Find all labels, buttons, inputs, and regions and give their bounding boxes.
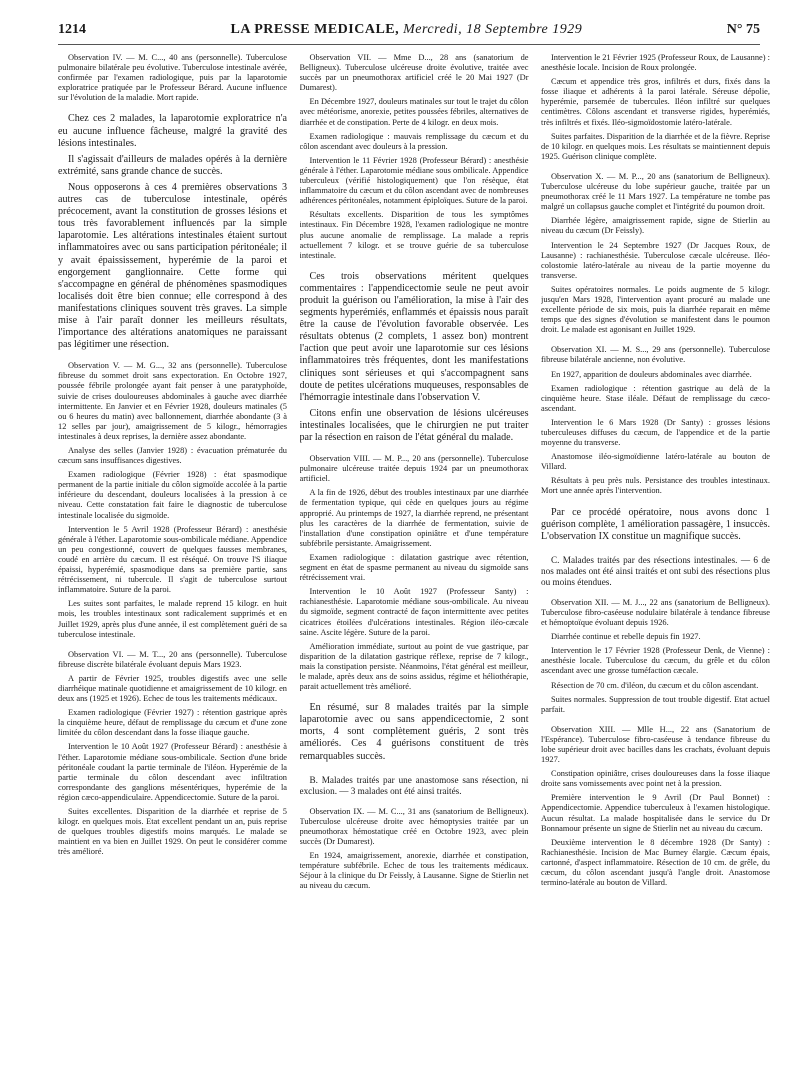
paragraph: A la fin de 1926, début des troubles intestinaux par une diarrhée de fermentation typique, qui cède en quelques jours au régime approprié. Au printemps de 1927, la diarrhée reprend, ne présentant plus les caractères de la diarrhée de fermentation, suivie de l'installation d'une constipation opiniâtre et d'une température subfébrile persistante. Amaigrissement. <box>299 488 529 548</box>
paragraph: Intervention le 11 Février 1928 (Professeur Bérard) : anesthésie générale à l'éther. Laparotomie médiane sous ombilicale. Appendice tuberculeux (vérifié histologiquement) que l'on résèque, état inflammatoire du cæcum et du côlon ascendant avec de nombreuses adhérences péritonéales, notamment épiploïques. Suture de la paroi. <box>299 155 529 206</box>
paragraph: Examen radiologique : dilatation gastrique avec rétention, segment en état de spasme permanent au niveau du sigmoïde sans rétrécissement vrai. <box>299 552 529 583</box>
paragraph: Examen radiologique : mauvais remplissage du cæcum et du côlon ascendant avec douleurs à la pression. <box>299 131 529 151</box>
paragraph: Par ce procédé opératoire, nous avons donc 1 guérison complète, 1 amélioration passagère, 1 insuccès. L'observation IX constitue un magnifique succès. <box>541 506 770 542</box>
observation-vi: Observation VI. — M. T..., 20 ans (personnelle). Tuberculose fibreuse discrète bilatérale évoluant depuis Mars 1923. <box>58 649 287 669</box>
paragraph: Suites parfaites. Disparition de la diarrhée et de la fièvre. Reprise de 10 kilogr. en quelques mois. Les résultats se maintiennent depuis 1925. Guérison clinique complète. <box>541 131 770 161</box>
observation-xii: Observation XII. — M. J..., 22 ans (sanatorium de Belligneux). Tuberculose fibro-caséeuse nodulaire bilatérale à tendance fibreuse et hémoptoïque évoluant depuis 1926. <box>541 597 770 628</box>
paragraph: A partir de Février 1925, troubles digestifs avec une selle diarrhéique matinale quotidienne et amaigrissement de 10 kilogr. en deux ans (1925 et 1926). Echec de tous les traitements médicaux. <box>58 673 287 704</box>
paragraph: Première intervention le 9 Avril (Dr Paul Bonnet) : Appendicectomie. Appendice tuberculeux à l'examen histologique. Aucun résultat. La malade hospitalisée dans le service du Dr Bonnamour présente un signe de Stierlin net au niveau du cæcum. <box>541 793 770 833</box>
paragraph: Intervention le 5 Avril 1928 (Professeur Bérard) : anesthésie générale à l'éther. Laparotomie sous-ombilicale médiane. Appendice un peu congestionné, couvert de quelques fausses membranes, coudé en arrière du cæcum. Il est réséqué. On trouve l'S iliaque épaissi, hyperémié, spasmodique dans sa première partie, sans rétrécissement, ni tubercule. Il s'agit de tuberculose surtout inflammatoire. Suture de la paroi. <box>58 524 287 595</box>
paragraph: Chez ces 2 malades, la laparotomie exploratrice n'a eu aucune influence fâcheuse, malgré la gravité des lésions intestinales. <box>58 113 287 149</box>
paragraph: Suites normales. Suppression de tout trouble digestif. Etat actuel parfait. <box>541 694 770 714</box>
paragraph: Il s'agissait d'ailleurs de malades opérés à la dernière extrémité, sans grande chance de succès. <box>58 153 287 177</box>
column-1 <box>58 53 287 1073</box>
paragraph: Diarrhée légère, amaigrissement rapide, signe de Stierlin au niveau du cæcum (Dr Feissly). <box>541 216 770 236</box>
paragraph: En 1924, amaigrissement, anorexie, diarrhée et constipation, température subfébrile. Echec de tous les traitements médicaux. Séjour à la clinique du Dr Feissly, à Lausanne. Signe de Stierlin net au niveau du cæcum. <box>299 851 529 891</box>
paragraph: Intervention le 21 Février 1925 (Professeur Roux, de Lausanne) : anesthésie locale. Incision de Roux prolongée. <box>541 53 770 73</box>
paragraph: Intervention le 17 Février 1928 (Professeur Denk, de Vienne) : anesthésie locale. Tuberculose du cæcum, du grêle et du côlon ascendant avec une grosse tuméfaction cæcale. <box>541 646 770 676</box>
column-3 <box>541 53 770 1073</box>
observation-x: Observation X. — M. P..., 20 ans (sanatorium de Belligneux). Tuberculose ulcéreuse du lobe supérieur gauche, traitée par un pneumothorax créé le 11 Mars 1927. La température ne tombe pas malgré un collapsus gauche complet et l'intégrité du poumon droit. <box>541 171 770 212</box>
paragraph: Ces trois observations méritent quelques commentaires : l'appendicectomie seule ne peut avoir produit la guérison ou l'amélioration, la mise à l'air des segments hyperémiés, enflammés et épaissis nous paraît être la cause de l'évolution favorable observée. Les résultats obtenus (2 complets, 1 assez bon) montrent l'action que peut avoir une laparotomie sur ces lésions inflammatoires très fréquentes, dont les manifestations cliniques sont sérieuses et qui s'accompagnent sans doute de petites ulcérations muqueuses, responsables de l'hémorragie intestinale dans l'observation V. <box>299 270 529 403</box>
paragraph: Amélioration immédiate, surtout au point de vue gastrique, par disparition de la dilatation gastrique réflexe, reprise de 7 kilogr., mais la constipation persiste. Néanmoins, l'état général est meilleur, le malade, après deux ans de soins assidus, régime et héliothérapie, parait actuellement très amélioré. <box>299 641 529 692</box>
issue-date: Mercredi, 18 Septembre 1929 <box>403 22 583 37</box>
paragraph: Résultats à peu près nuls. Persistance des troubles intestinaux. Mort une année après l'intervention. <box>541 476 770 496</box>
paragraph: Cæcum et appendice très gros, infiltrés et durs, fixés dans la fosse iliaque et adhérents à la paroi latérale. Séreuse dépolie, hyperémie, parsemée de tubercules. Iléon infiltré sur quelques centimètres. Côlons ascendant et transverse rigides, hyperémiés, très infiltrés et fixés. Iléo-sigmoïdostomie latéro-latérale. <box>541 77 770 127</box>
page-number: 1214 <box>58 22 86 37</box>
paragraph: En Décembre 1927, douleurs matinales sur tout le trajet du côlon avec météorisme, anorexie, petites poussées fébriles, alternatives de diarrhée et de constipation. Perte de 4 kilogr. en deux mois. <box>299 97 529 127</box>
paragraph: Diarrhée continue et rebelle depuis fin 1927. <box>551 632 701 642</box>
paragraph: Résultats excellents. Disparition de tous les symptômes intestinaux. Fin Décembre 1928, l'examen radiologique ne montre plus aucune anomalie de remplissage. La malade a repris actuellement 7 kilogr. et se trouve guérie de sa tuberculose intestinale. <box>299 210 529 260</box>
column-2 <box>300 53 529 1073</box>
page-header <box>58 22 760 45</box>
paragraph: Résection de 70 cm. d'iléon, du cæcum et du côlon ascendant. <box>551 680 759 690</box>
paragraph: Intervention le 10 Août 1927 (Professeur Santy) : rachianesthésie. Laparotomie médiane sous-ombilicale. Au niveau du sigmoïde, segment contracté de façon intermittente avec petites cicatrices étoilées d'ulcérations intestinales. Région iléo-cæcale saine. Ascite légère. Suture de la paroi. <box>299 587 529 637</box>
paragraph: Analyse des selles (Janvier 1928) : évacuation prématurée du cæcum sans insuffisances digestives. <box>58 446 287 466</box>
article-body <box>58 53 770 1073</box>
paragraph: En résumé, sur 8 malades traités par la simple laparotomie avec ou sans appendicectomie, 2 sont morts, 4 sont complètement guéris, 2 sont très améliorés. Ces 4 guérisons constituent de très remarquables succès. <box>299 702 529 762</box>
observation-v: Observation V. — M. G..., 32 ans (personnelle). Tuberculose fibreuse du sommet droit sans expectoration. En Octobre 1927, poussée fébrile prolongée ayant fait penser à une paratyphoïde, suivie de crises douloureuses abdominales à gauche avec diarrhée intermittente. En Janvier et en Février 1928, douleurs matinales (5 ou 6 heures du matin) avec ballonnement, diarrhée abondante (3 à 12 selles par jour), amaigrissement de 5 kilogr., hémorragies intestinales à deux reprises, la dernière assez abondante. <box>58 361 287 441</box>
paragraph: Suites opératoires normales. Le poids augmente de 5 kilogr. jusqu'en Mars 1928, l'intervention ayant procuré au malade une excellente période de six mois, puis la diarrhée reparait en même temps que des signes d'évolution se manifestent dans le poumon droit. Le malade est agonisant en Juillet 1929. <box>541 284 770 335</box>
paragraph: Nous opposerons à ces 4 premières observations 3 autres cas de tuberculose intestinale, opérés précocement, avant la constitution de grosses lésions et tous très favorablement influencés par la simple laparotomie. Les altérations intestinales étaient surtout inflammatoires avec ou sans participation péritonéale; il y avait épaississement, hyperémie de la paroi et engorgement ganglionnaire. Cette forme qui s'accompagne en général de phénomènes spasmodiques localisés doit être bien connue; elle correspond à des manifestations cliniques souvent très graves. La simple mise à l'air paraît donner les meilleurs résultats, l'importance des altérations anatomiques ne paraissant pas légitimer une résection. <box>58 181 287 351</box>
paragraph: En 1927, apparition de douleurs abdominales avec diarrhée. <box>551 369 752 379</box>
paragraph: Examen radiologique (Février 1928) : état spasmodique permanent de la partie initiale du côlon sigmoïde accolée à la partie inférieure du descendant, douleurs localisées à la pression à ce niveau. Cette constatation fait faire le diagnostic de tuberculose intestinale localisée du sigmoïde. <box>58 470 287 520</box>
observation-xiii: Observation XIII. — Mlle H..., 22 ans (Sanatorium de l'Espérance). Tuberculose fibro-caséeuse à tendance fibreuse du lobe supérieur droit avec bacilles dans les crachats, évoluant depuis 1927. <box>541 724 770 765</box>
paragraph: Deuxième intervention le 8 décembre 1928 (Dr Santy) : Rachianesthésie. Incision de Mac Burney élargie. Cæcum épais, cartonné, d'aspect inflammatoire. Résection de 10 cm. de grêle, du cæcum, du côlon ascendant jusqu'à l'angle droit. Anastomose termino-latérale au bouton de Villard. <box>541 837 770 888</box>
observation-xi: Observation XI. — M. S..., 29 ans (personnelle). Tuberculose fibreuse bilatérale ancienne, non évolutive. <box>541 345 770 365</box>
paragraph: Constipation opiniâtre, crises douloureuses dans la fosse iliaque droite sans vomissements avec point net à la pression. <box>541 769 770 789</box>
section-heading-c: C. Malades traités par des résections intestinales. — 6 de nos malades ont été ainsi traités et ont subi des résections plus ou moins étendues. <box>541 554 770 587</box>
observation-viii: Observation VIII. — M. P..., 20 ans (personnelle). Tuberculose pulmonaire ulcéreuse traitée depuis 1924 par un pneumothorax artificiel. <box>299 454 529 484</box>
observation-iv: Observation IV. — M. C..., 40 ans (personnelle). Tuberculose pulmonaire bilatérale peu évolutive. Tuberculose intestinale avérée, confirmée par l'examen radiologique, puis par la laparotomie exploratrice pratiquée par le Professeur Bérard. Aucune influence sur l'évolution de la maladie. Mort rapide. <box>58 53 287 103</box>
issue-number: N° 75 <box>726 22 760 37</box>
paragraph: Les suites sont parfaites, le malade reprend 15 kilogr. en huit mois, les troubles intestinaux sont radicalement supprimés et en Juillet 1929, après plus d'une année, il est complètement guéri de sa tuberculose intestinale. <box>58 599 287 639</box>
paragraph: Examen radiologique (Février 1927) : rétention gastrique après la cinquième heure, défaut de remplissage du cæcum et d'une zone limitée du côlon descendant dans la fosse iliaque gauche. <box>58 708 287 738</box>
observation-ix: Observation IX. — M. C..., 31 ans (sanatorium de Belligneux). Tuberculose ulcéreuse droite avec hémoptysies traitée par un pneumothorax hémostatique créé en Octobre 1923, avec plein succès (Dr Dumarest). <box>299 806 529 846</box>
observation-vii: Observation VII. — Mme D..., 28 ans (sanatorium de Belligneux). Tuberculose ulcéreuse droite évolutive, traitée avec succès par un pneumothorax artificiel créé le 20 Mai 1927 (Dr Dumarest). <box>299 53 529 93</box>
paragraph: Intervention le 24 Septembre 1927 (Dr Jacques Roux, de Lausanne) : rachianesthésie. Tuberculose cæcale ulcéreuse. Iléo-colostomie latéro-latérale au niveau de la partie moyenne du transverse. <box>541 240 770 280</box>
journal-name: LA PRESSE MEDICALE, <box>230 22 400 37</box>
paragraph: Citons enfin une observation de lésions ulcéreuses intestinales localisées, que le chirurgien ne put traiter par la résection en raison de l'état général du malade. <box>299 407 529 443</box>
paragraph: Intervention le 10 Août 1927 (Professeur Bérard) : anesthésie à l'éther. Laparotomie médiane sous-ombilicale. Section d'une bride péritonéale coudant la partie terminale de l'iléon. Hyperémie de la partie terminale du côlon descendant avec infiltration correspondante des ganglions mésentériques, hyperémie de la région cæco-appendiculaire. Appendicectomie. Suture de la paroi. <box>58 742 287 802</box>
paragraph: Intervention le 6 Mars 1928 (Dr Santy) : grosses lésions tuberculeuses diffuses du cæcum, de l'appendice et de la partie moyenne du transverse. <box>541 417 770 448</box>
paragraph: Suites excellentes. Disparition de la diarrhée et reprise de 5 kilogr. en quelques mois. Etat excellent pendant un an, puis reprise de quelques troubles digestifs moins marqués. Le malade se maintient en va bien en Juillet 1929. On peut le considérer comme très amélioré. <box>58 807 287 857</box>
paragraph: Anastomose iléo-sigmoïdienne latéro-latérale au bouton de Villard. <box>541 452 770 472</box>
paragraph: Examen radiologique : rétention gastrique au delà de la cinquième heure. Stase iléale. Défaut de remplissage du cæco-ascendant. <box>541 383 770 413</box>
running-title <box>231 22 583 38</box>
section-heading-b: B. Malades traités par une anastomose sans résection, ni exclusion. — 3 malades ont été ainsi traités. <box>299 774 529 796</box>
